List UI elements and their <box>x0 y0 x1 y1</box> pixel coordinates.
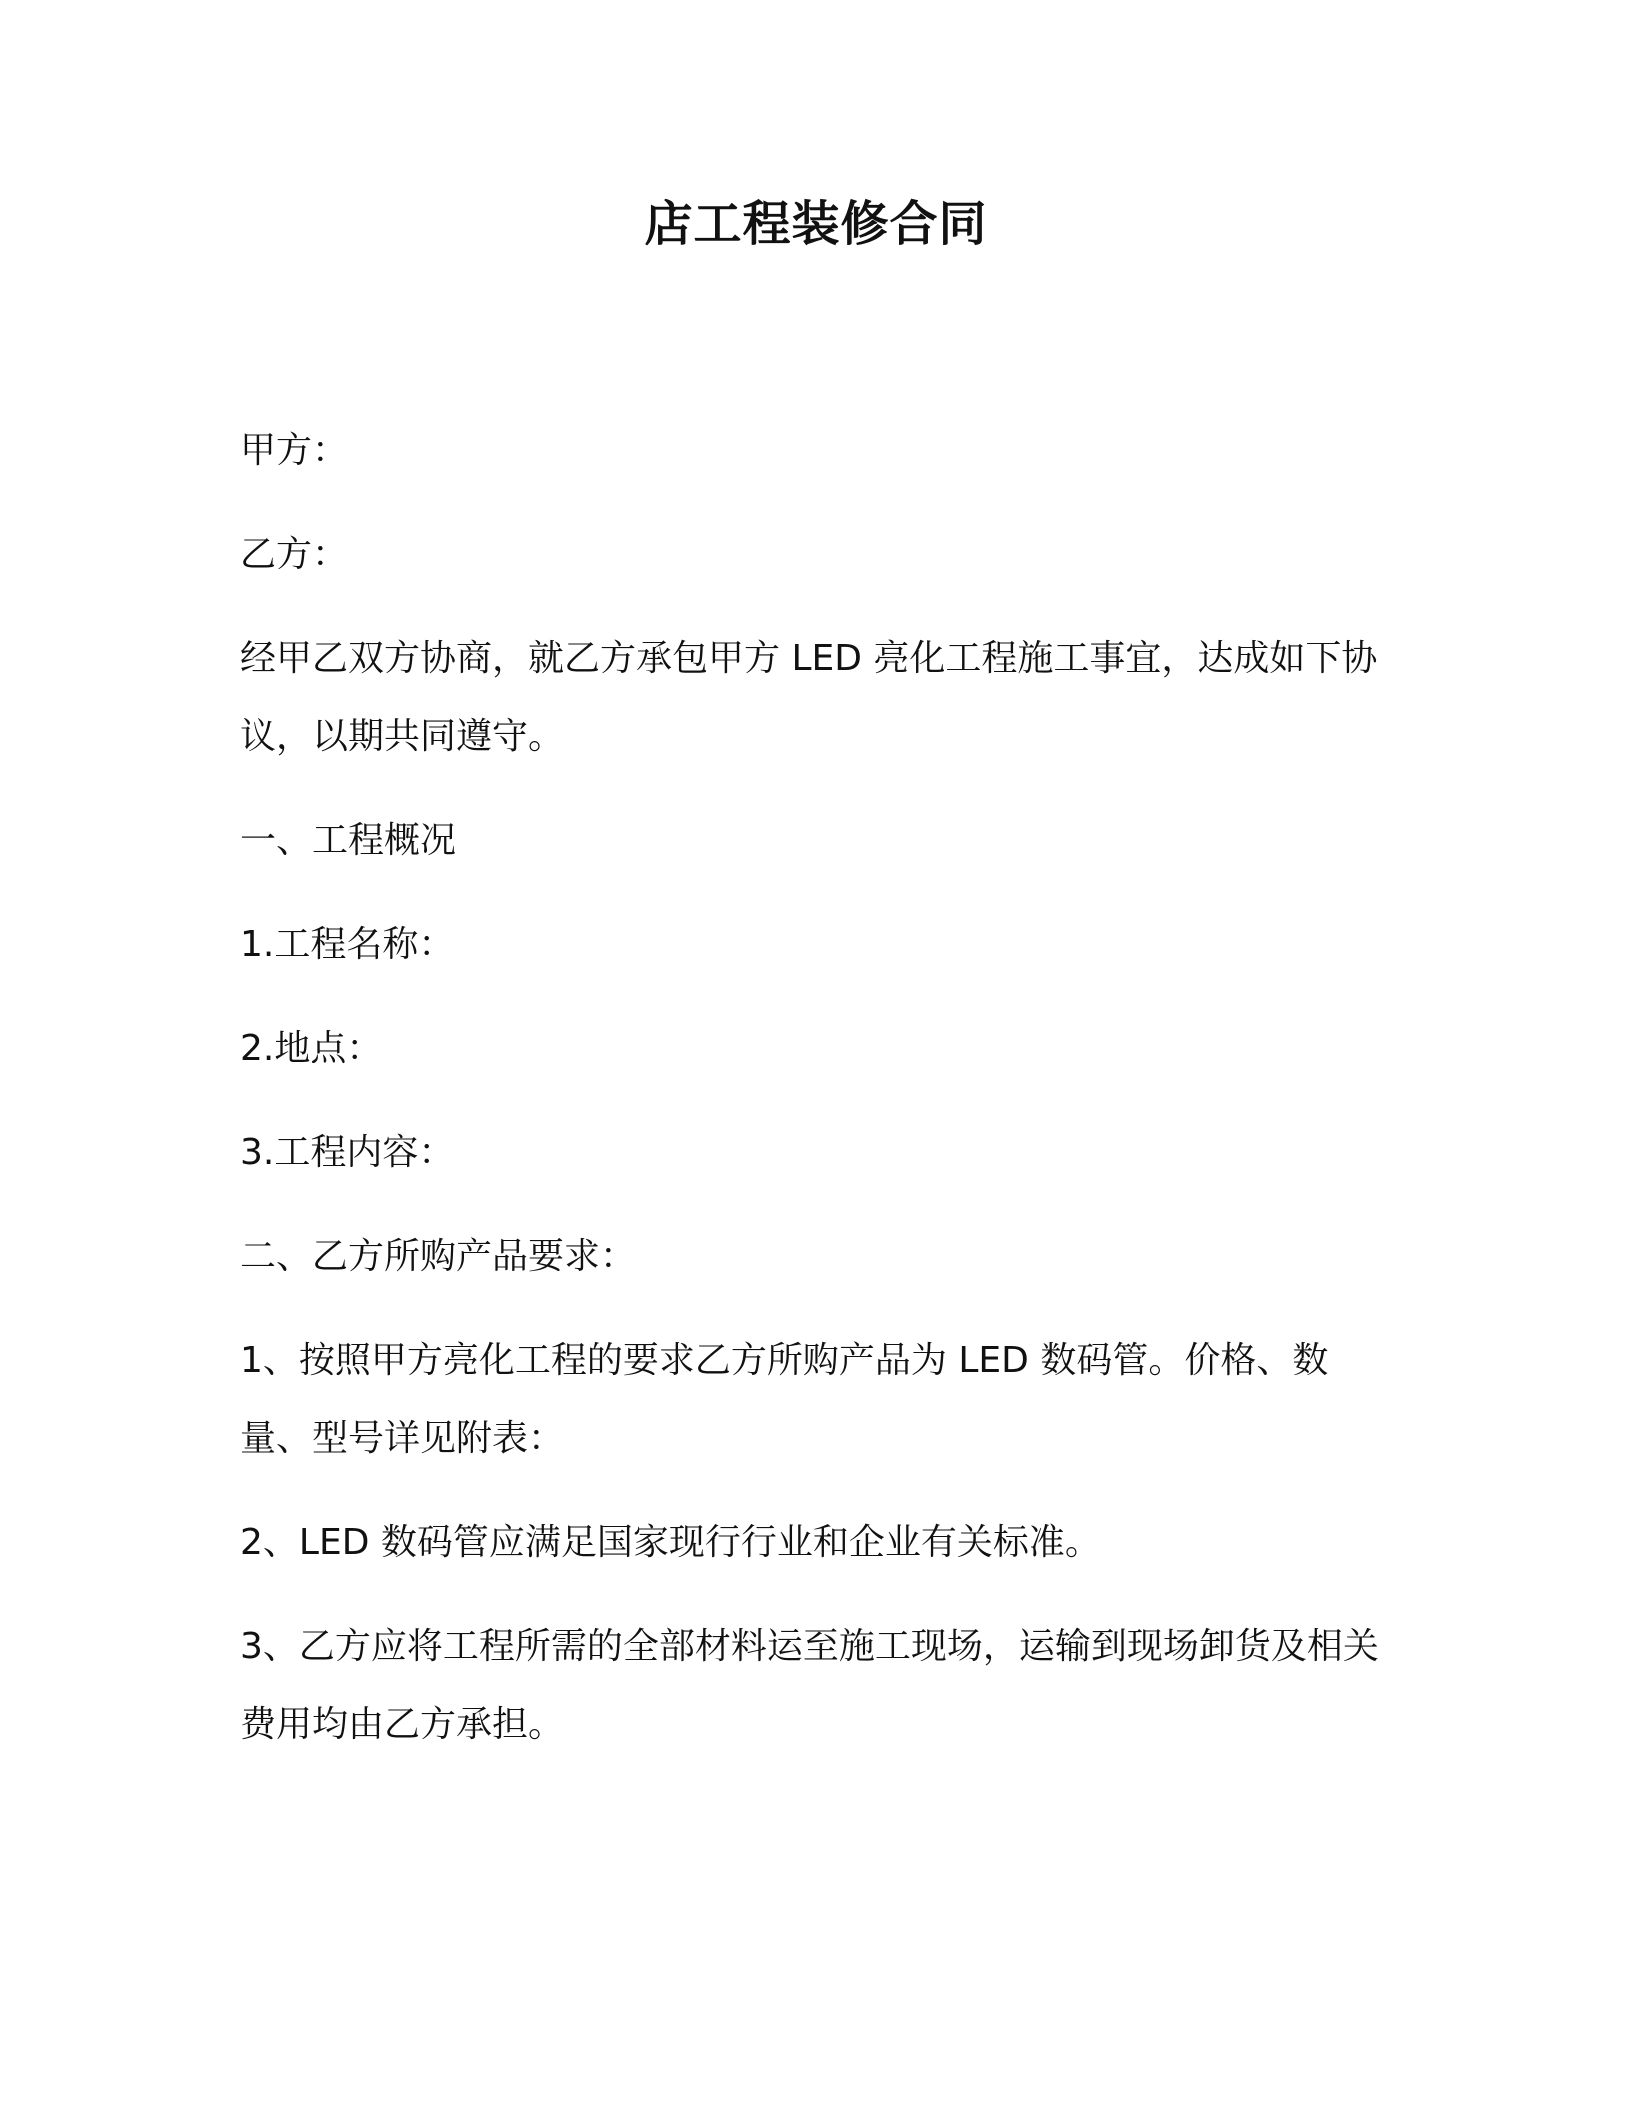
location-line: 2.地点： <box>240 1028 383 1069</box>
section-2-heading: 二、乙方所购产品要求： <box>240 1236 637 1277</box>
requirement-3: 3、乙方应将工程所需的全部材料运至施工现场，运输到现场卸货及相关费用均由乙方承担。 <box>240 1626 1379 1745</box>
requirement-1: 1、按照甲方亮化工程的要求乙方所购产品为 LED 数码管。价格、数量、型号详见附表： <box>240 1340 1329 1459</box>
document-title: 店工程装修合同 <box>644 196 988 252</box>
document-body <box>240 412 1380 1790</box>
section-1-heading: 一、工程概况 <box>240 820 457 861</box>
agreement-intro: 经甲乙双方协商，就乙方承包甲方 LED 亮化工程施工事宜，达成如下协议，以期共同遵守。 <box>240 638 1378 757</box>
project-content-line: 3.工程内容： <box>240 1132 455 1173</box>
party-a-line: 甲方： <box>240 430 349 471</box>
party-b-line: 乙方： <box>240 534 349 575</box>
requirement-2: 2、LED 数码管应满足国家现行行业和企业有关标准。 <box>240 1522 1101 1563</box>
project-name-line: 1.工程名称： <box>240 924 455 965</box>
